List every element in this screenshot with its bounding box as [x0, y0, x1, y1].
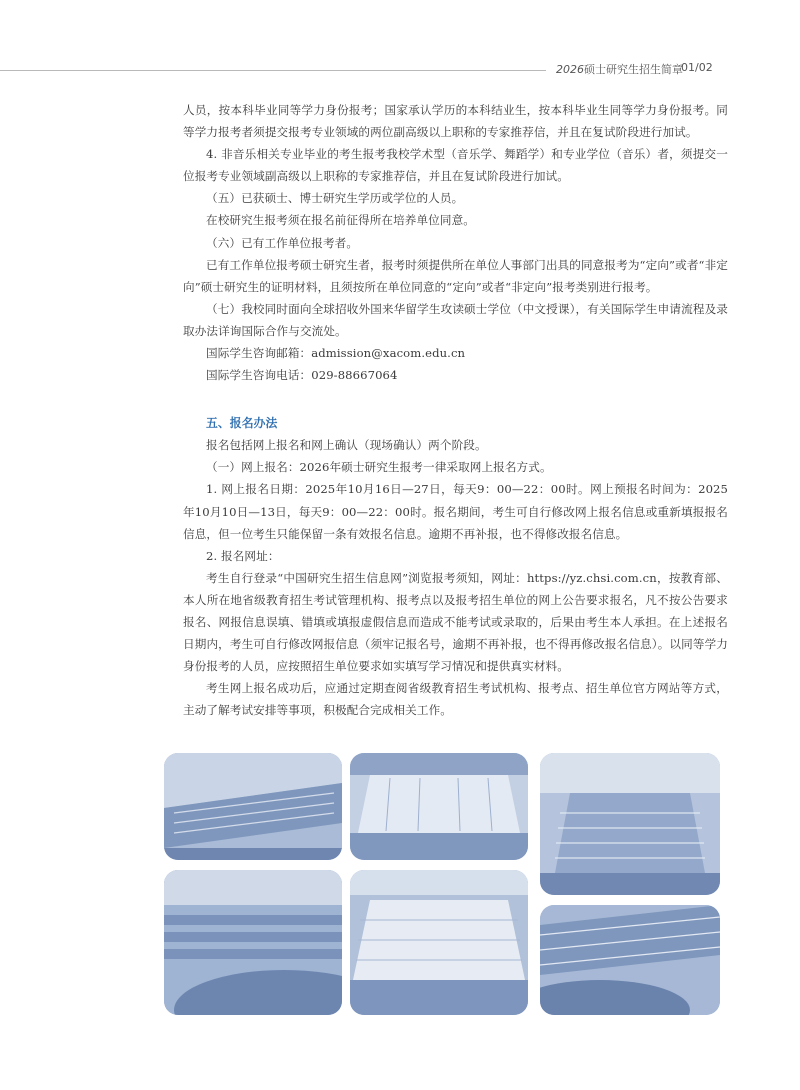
- paragraph: 4. 非音乐相关专业毕业的考生报考我校学术型（音乐学、舞蹈学）和专业学位（音乐）者，须提交一位报考专业领域副高级以上职称的专家推荐信，并且在复试阶段进行加试。: [183, 147, 728, 184]
- header-title-text: 硕士研究生招生简章: [584, 63, 683, 76]
- main-content: [183, 99, 728, 721]
- paragraph: 考生自行登录“中国研究生招生信息网”浏览报考须知，网址：https://yz.chsi.com.cn，按教育部、本人所在地省级教育招生考试管理机构、报考点以及报考招生单位的网上公告要求报名，凡不按公告要求报名、网报信息误填、错填或填报虚假信息而造成不能考试或录取的，后果由考生本人承担。在上述报名日期内，考生可自行修改网报信息（须牢记报名号，逾期不再补报，也不得再修改报名信息）。以同等学力身份报考的人员，应按照招生单位要求如实填写学习情况和提供真实材料。: [183, 570, 728, 674]
- paragraph: 已有工作单位报考硕士研究生者，报考时须提供所在单位人事部门出具的同意报考为“定向”或者“非定向”硕士研究生的证明材料，且须按所在单位同意的“定向”或者“非定向”报考类别进行报考。: [183, 257, 728, 294]
- paragraph: 1. 网上报名日期：2025年10月16日—27日，每天9：00—22：00时。网上预报名时间为：2025年10月10日—13日，每天9：00—22：00时。报名期间，考生可自行修改网上报名信息或重新填报报名信息，但一位考生只能保留一条有效报名信息。逾期不再补报，也不得修改报名信息。: [183, 482, 728, 541]
- contact-phone: 国际学生咨询电话：029-88667064: [206, 368, 398, 383]
- header-rule: [0, 70, 546, 71]
- paragraph: 2. 报名网址：: [206, 548, 280, 563]
- paragraph: 考生网上报名成功后，应通过定期查阅省级教育招生考试机构、报考点、招生单位官方网站等方式，主动了解考试安排等事项，积极配合完成相关工作。: [183, 681, 728, 718]
- concert-hall-photo: [164, 870, 342, 1015]
- paragraph: 报名包括网上报名和网上确认（现场确认）两个阶段。: [206, 438, 487, 453]
- concert-hall-photo: [350, 870, 528, 1015]
- contact-email: 国际学生咨询邮箱：admission@xacom.edu.cn: [206, 346, 466, 361]
- section-heading: 五、报名办法: [206, 416, 278, 431]
- paragraph: （七）我校同时面向全球招收外国来华留学生攻读硕士学位（中文授课），有关国际学生申请流程及录取办法详询国际合作与交流处。: [183, 301, 728, 338]
- photo-gallery: [164, 753, 720, 1015]
- concert-hall-photo: [164, 753, 342, 860]
- header-year: 2026: [556, 63, 584, 76]
- paragraph: （六）已有工作单位报考者。: [206, 235, 359, 250]
- header-page-number: 01/02: [681, 61, 713, 74]
- header-title: [556, 61, 683, 77]
- paragraph: （一）网上报名：2026年硕士研究生报考一律采取网上报名方式。: [206, 460, 552, 475]
- paragraph: 在校研究生报考须在报名前征得所在培养单位同意。: [206, 213, 475, 228]
- concert-hall-photo: [540, 753, 720, 895]
- paragraph: （五）已获硕士、博士研究生学历或学位的人员。: [206, 191, 464, 206]
- concert-hall-photo: [540, 905, 720, 1015]
- concert-hall-photo: [350, 753, 528, 860]
- paragraph: 人员，按本科毕业同等学力身份报考；国家承认学历的本科结业生，按本科毕业生同等学力身份报考。同等学力报考者须提交报考专业领域的两位副高级以上职称的专家推荐信，并且在复试阶段进行加试。: [183, 103, 728, 140]
